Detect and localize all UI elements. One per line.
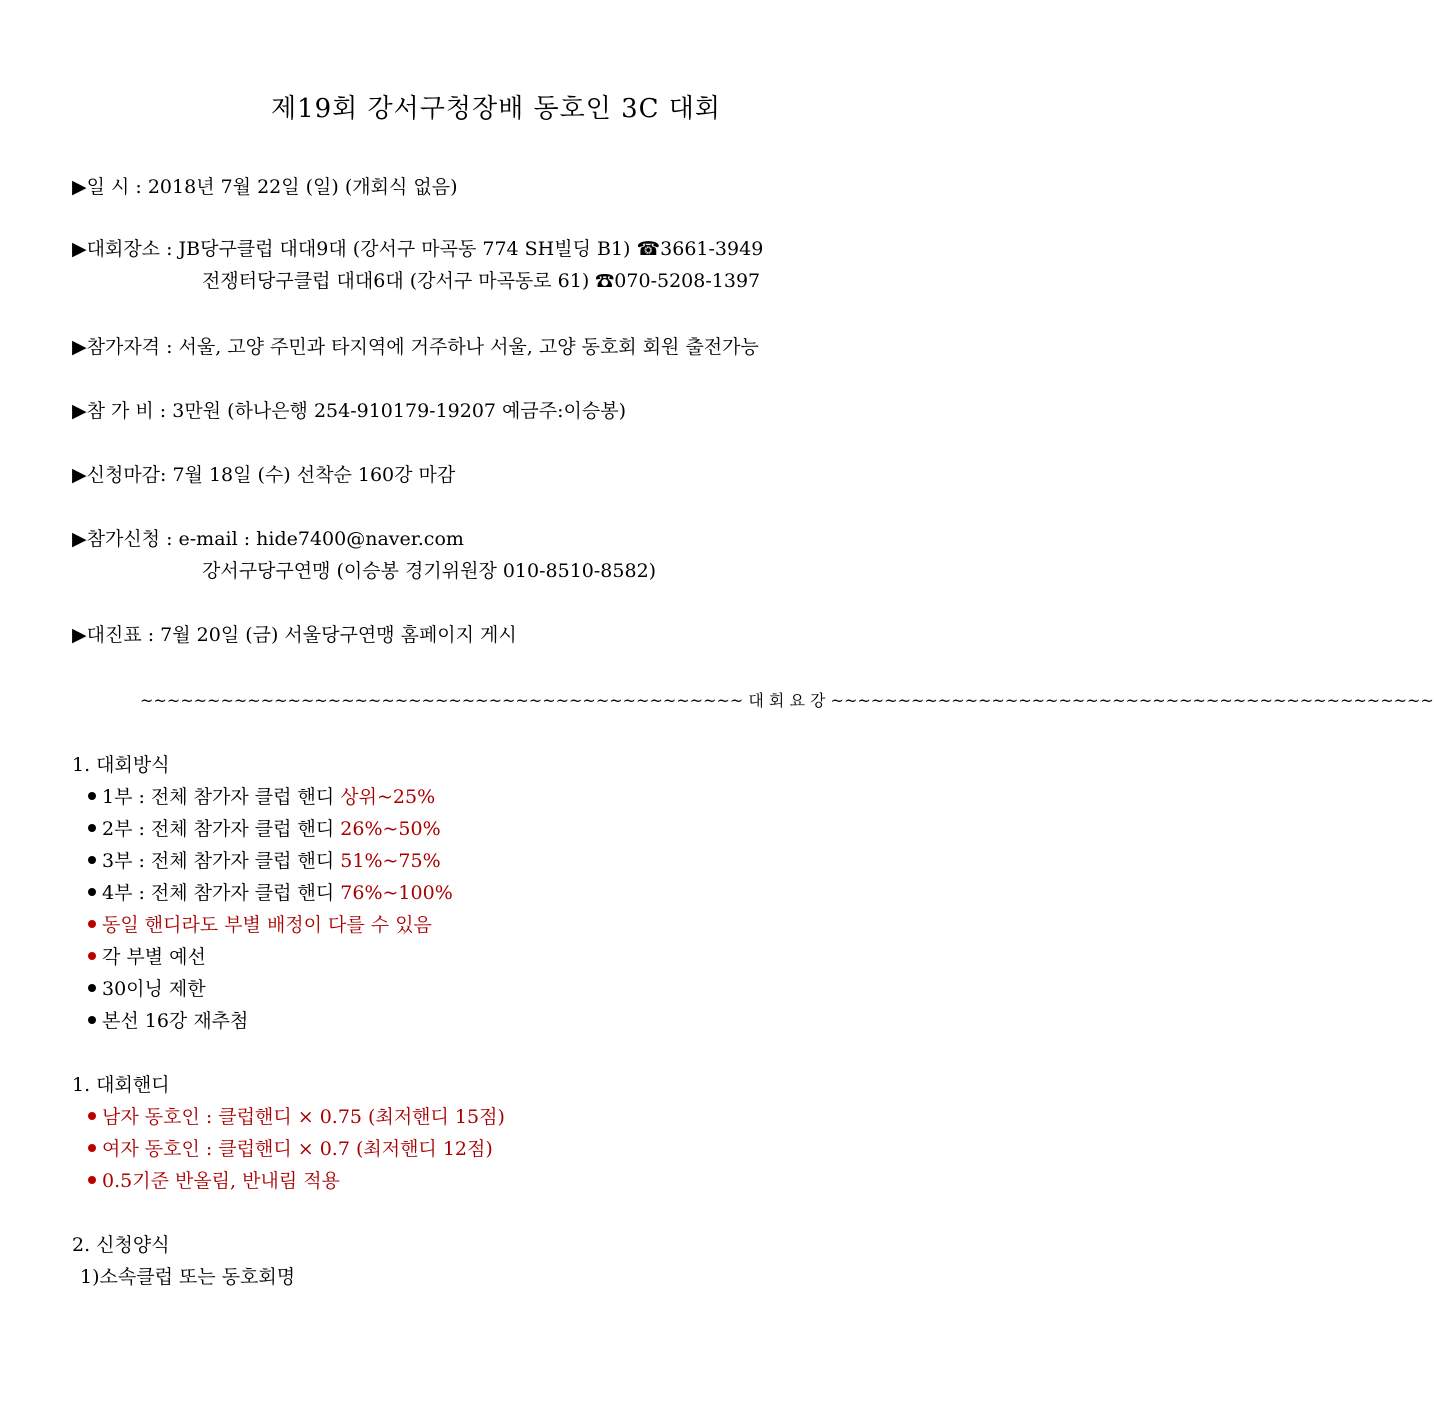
list-item: 3부 : 전체 참가자 클럽 핸디 51%~75%: [88, 848, 441, 874]
bracket-value: 7월 20일 (금) 서울당구연맹 홈페이지 게시: [160, 624, 517, 646]
info-venue: [72, 236, 763, 262]
venue-line-1: JB당구클럽 대대9대 (강서구 마곡동 774 SH빌딩 B1) ☎3661-3949: [178, 238, 764, 260]
bullet-icon: [88, 1176, 96, 1184]
info-fee: [72, 398, 626, 424]
bullet-icon: [88, 920, 96, 928]
section1-heading: 1. 대회방식: [72, 754, 170, 776]
list-item: 동일 핸디라도 부별 배정이 다를 수 있음: [88, 912, 432, 938]
apply-email: e-mail : hide7400@naver.com: [178, 528, 464, 550]
bracket-label: ▶대진표 :: [72, 624, 161, 646]
info-apply: [72, 526, 464, 552]
fee-value: 3만원 (하나은행 254-910179-19207 예금주:이승봉): [172, 400, 626, 422]
bullet-icon: [88, 984, 96, 992]
info-apply-2: [202, 558, 656, 584]
page-title: 제19회 강서구청장배 동호인 3C 대회: [270, 94, 722, 124]
bullet-icon: [88, 1144, 96, 1152]
list-item: 2부 : 전체 참가자 클럽 핸디 26%~50%: [88, 816, 441, 842]
bullet-icon: [88, 888, 96, 896]
section3-sub: 1)소속클럽 또는 동호회명: [80, 1266, 296, 1288]
list-item: 남자 동호인 : 클럽핸디 × 0.75 (최저핸디 15점): [88, 1104, 505, 1130]
list-item: 각 부별 예선: [88, 944, 206, 970]
date-value: 2018년 7월 22일 (일) (개회식 없음): [147, 176, 458, 198]
list-item: 본선 16강 재추첨: [88, 1008, 248, 1034]
date-label: ▶일 시 :: [72, 176, 148, 198]
eligibility-value: 서울, 고양 주민과 타지역에 거주하나 서울, 고양 동호회 회원 출전가능: [178, 336, 759, 358]
venue-label: ▶대회장소 :: [72, 238, 179, 260]
eligibility-label: ▶참가자격 :: [72, 336, 179, 358]
bullet-icon: [88, 952, 96, 960]
apply-label: ▶참가신청 :: [72, 528, 179, 550]
info-eligibility: [72, 334, 759, 360]
deadline-label: ▶신청마감:: [72, 464, 173, 486]
list-item: 4부 : 전체 참가자 클럽 핸디 76%~100%: [88, 880, 453, 906]
list-item: 30이닝 제한: [88, 976, 206, 1002]
info-bracket: [72, 622, 517, 648]
list-item: 0.5기준 반올림, 반내림 적용: [88, 1168, 340, 1194]
bullet-icon: [88, 792, 96, 800]
info-deadline: [72, 462, 455, 488]
info-date: [72, 174, 458, 200]
fee-label: ▶참 가 비 :: [72, 400, 173, 422]
bullet-icon: [88, 856, 96, 864]
info-venue-2: [202, 268, 760, 294]
bullet-icon: [88, 1112, 96, 1120]
section-divider: ~~~~~~~~~~~~~~~~~~~~~~~~~~~~~~~~~~~~~~~~~~~~~ 대 회 요 강 ~~~~~~~~~~~~~~~~~~~~~~~~~~~~~~~~~~~~~~~~~~~~~: [140, 691, 1434, 710]
bullet-icon: [88, 1016, 96, 1024]
apply-contact: 강서구당구연맹 (이승봉 경기위원장 010-8510-8582): [202, 560, 657, 582]
venue-line-2: 전쟁터당구클럽 대대6대 (강서구 마곡동로 61) ☎070-5208-1397: [202, 270, 761, 292]
list-item: 여자 동호인 : 클럽핸디 × 0.7 (최저핸디 12점): [88, 1136, 493, 1162]
deadline-value: 7월 18일 (수) 선착순 160강 마감: [172, 464, 456, 486]
list-item: 1부 : 전체 참가자 클럽 핸디 상위~25%: [88, 784, 435, 810]
section2-heading: 1. 대회핸디: [72, 1074, 170, 1096]
section3-heading: 2. 신청양식: [72, 1234, 170, 1256]
bullet-icon: [88, 824, 96, 832]
